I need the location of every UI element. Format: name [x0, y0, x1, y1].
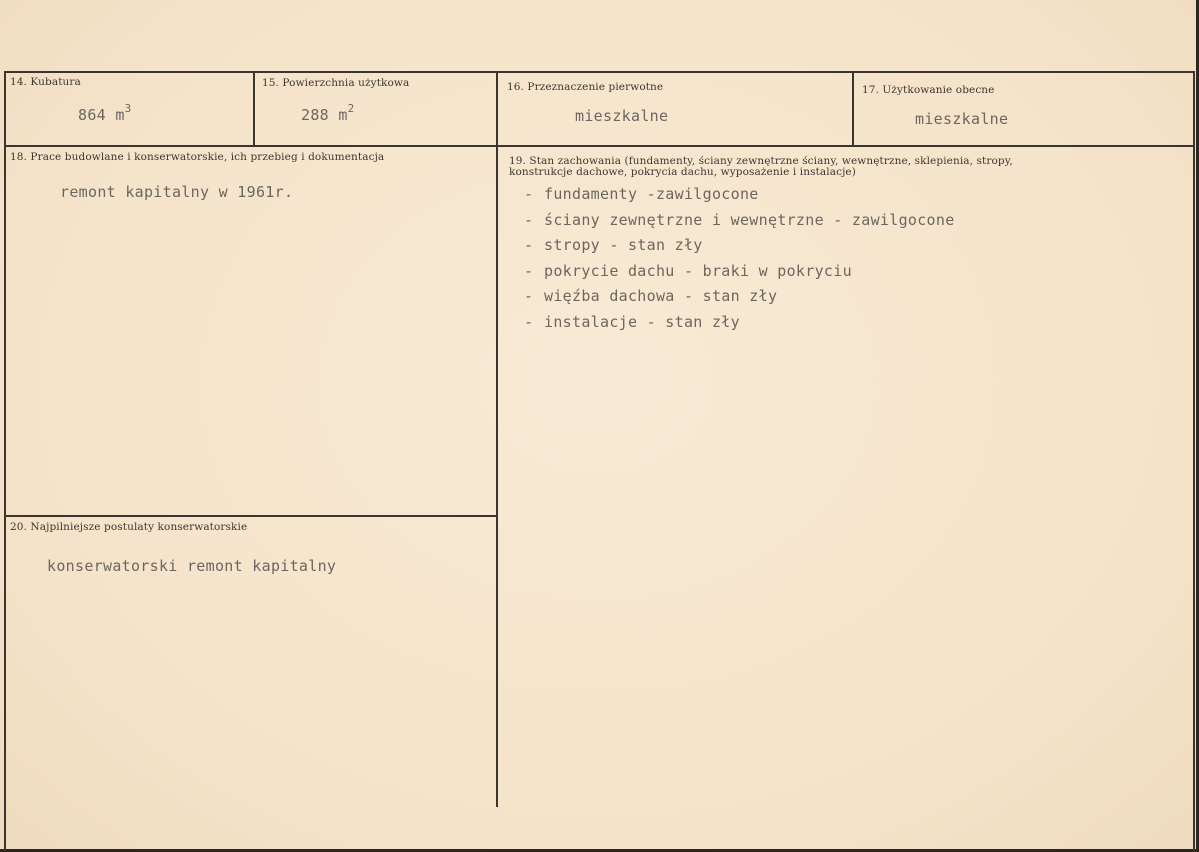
kubatura-exponent: 3: [124, 102, 132, 115]
list-item: [524, 259, 955, 285]
list-dash: -: [524, 261, 534, 280]
uzytkowanie-label: 17. Użytkowanie obecne: [862, 84, 995, 96]
list-item-text: więźba dachowa - stan zły: [544, 287, 778, 305]
row-divider-1: [5, 145, 1194, 147]
przeznaczenie-value: mieszkalne: [575, 107, 669, 125]
list-item-text: stropy - stan zły: [544, 236, 703, 254]
list-dash: -: [524, 312, 534, 331]
powierzchnia-label: 15. Powierzchnia użytkowa: [262, 77, 410, 89]
list-item-text: fundamenty -zawilgocone: [544, 185, 759, 203]
right-border: [1193, 71, 1195, 851]
row-divider-2: [5, 515, 496, 517]
list-item-text: ściany zewnętrzne i wewnętrzne - zawilgocone: [544, 210, 955, 229]
list-dash: -: [524, 210, 534, 229]
col-divider-2: [496, 71, 498, 807]
prace-value: remont kapitalny w 1961r.: [60, 183, 294, 201]
kubatura-number: 864 m: [78, 106, 125, 124]
top-rule: [5, 71, 1194, 73]
stan-label: 19. Stan zachowania (fundamenty, ściany zewnętrzne ściany, wewnętrzne, sklepienia, stropy, konstrukcje dachowe, pokrycia dachu, wyposażenie i instalacje): [509, 155, 1013, 178]
list-item: [524, 310, 955, 336]
col-divider-1: [253, 71, 255, 146]
stan-list: [524, 182, 955, 335]
list-item-text: pokrycie dachu - braki w pokryciu: [544, 261, 852, 280]
prace-label: 18. Prace budowlane i konserwatorskie, ich przebieg i dokumentacja: [10, 151, 385, 163]
kubatura-label: 14. Kubatura: [10, 76, 81, 88]
kubatura-value: [78, 104, 132, 124]
list-item-text: instalacje - stan zły: [544, 312, 740, 331]
powierzchnia-number: 288 m: [301, 106, 348, 124]
list-item: [524, 233, 955, 259]
list-item: [524, 182, 955, 208]
przeznaczenie-label: 16. Przeznaczenie pierwotne: [507, 81, 664, 93]
uzytkowanie-value: mieszkalne: [915, 110, 1009, 128]
list-item: [524, 208, 955, 234]
list-item: [524, 284, 955, 310]
postulaty-label: 20. Najpilniejsze postulaty konserwatorskie: [10, 521, 248, 533]
postulaty-value: konserwatorski remont kapitalny: [47, 557, 337, 575]
list-dash: -: [524, 236, 534, 254]
powierzchnia-value: [301, 104, 355, 124]
col-divider-3: [852, 71, 854, 146]
left-border: [4, 71, 6, 851]
list-dash: -: [524, 185, 534, 203]
list-dash: -: [524, 287, 534, 305]
powierzchnia-exponent: 2: [347, 102, 355, 115]
